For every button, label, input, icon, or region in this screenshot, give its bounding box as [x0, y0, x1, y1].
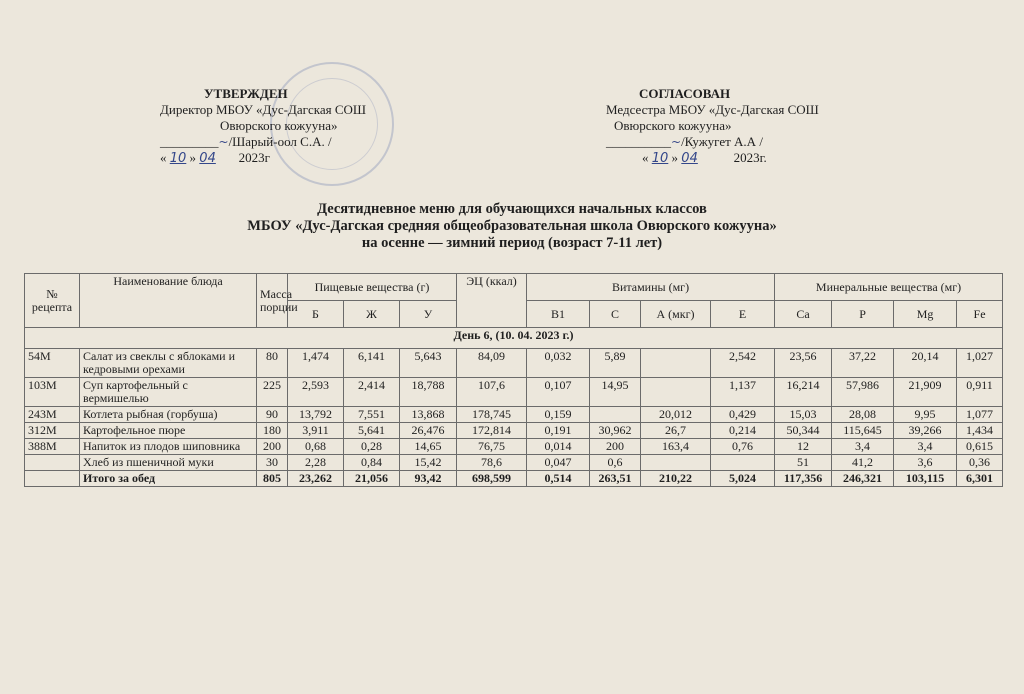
cell-recipe: 312М	[25, 423, 80, 439]
cell-dish: Хлеб из пшеничной муки	[80, 455, 257, 471]
cell-p: 37,22	[832, 349, 894, 378]
cell-recipe: 103М	[25, 378, 80, 407]
cell-mg: 3,4	[894, 439, 957, 455]
cell-fat: 2,414	[344, 378, 400, 407]
cell-c: 14,95	[590, 378, 641, 407]
cell-fat: 0,84	[344, 455, 400, 471]
total-e: 5,024	[711, 471, 775, 487]
cell-a	[641, 378, 711, 407]
cell-p: 41,2	[832, 455, 894, 471]
cell-a: 26,7	[641, 423, 711, 439]
cell-protein: 1,474	[288, 349, 344, 378]
cell-ca: 12	[775, 439, 832, 455]
subheader-p: Р	[832, 301, 894, 328]
cell-mg: 21,909	[894, 378, 957, 407]
subheader-e: Е	[711, 301, 775, 328]
cell-fat: 6,141	[344, 349, 400, 378]
heading-line3: на осенне — зимний период (возраст 7-11 лет)	[361, 235, 663, 251]
cell-fe: 0,615	[957, 439, 1003, 455]
cell-e	[711, 455, 775, 471]
cell-b1: 0,032	[527, 349, 590, 378]
cell-energy: 84,09	[457, 349, 527, 378]
cell-p: 28,08	[832, 407, 894, 423]
total-mg: 103,115	[894, 471, 957, 487]
cell-recipe: 54М	[25, 349, 80, 378]
agreement-date-month: 04	[681, 151, 698, 166]
cell-b1: 0,107	[527, 378, 590, 407]
subheader-c: С	[590, 301, 641, 328]
subheader-protein: Б	[288, 301, 344, 328]
cell-mass: 90	[257, 407, 288, 423]
total-row	[25, 471, 1003, 487]
cell-ca: 51	[775, 455, 832, 471]
cell-dish: Суп картофельный с вермишелью	[80, 378, 257, 407]
cell-c: 30,962	[590, 423, 641, 439]
cell-dish: Котлета рыбная (горбуша)	[80, 407, 257, 423]
total-fat: 21,056	[344, 471, 400, 487]
header-vitamins: Витамины (мг)	[527, 274, 775, 301]
cell-a	[641, 349, 711, 378]
total-carbs: 93,42	[400, 471, 457, 487]
total-fe: 6,301	[957, 471, 1003, 487]
cell-fe: 1,027	[957, 349, 1003, 378]
approval-signature-line	[160, 134, 420, 150]
cell-protein: 2,593	[288, 378, 344, 407]
cell-recipe	[25, 455, 80, 471]
nurse-signature: ~	[671, 135, 682, 149]
cell-fe: 0,36	[957, 455, 1003, 471]
table-row	[25, 423, 1003, 439]
subheader-carbs: У	[400, 301, 457, 328]
total-energy: 698,599	[457, 471, 527, 487]
cell-ca: 23,56	[775, 349, 832, 378]
cell-mass: 180	[257, 423, 288, 439]
cell-e: 0,214	[711, 423, 775, 439]
cell-carbs: 26,476	[400, 423, 457, 439]
cell-a	[641, 455, 711, 471]
header-dish: Наименование блюда	[80, 274, 257, 328]
header-energy: ЭЦ (ккал)	[457, 274, 527, 328]
cell-mass: 200	[257, 439, 288, 455]
approval-block	[160, 86, 420, 167]
header-nutrients: Пищевые вещества (г)	[288, 274, 457, 301]
cell-dish: Картофельное пюре	[80, 423, 257, 439]
approval-line2: Овюрского кожууна»	[220, 118, 338, 133]
cell-fat: 0,28	[344, 439, 400, 455]
cell-a: 163,4	[641, 439, 711, 455]
day-label: День 6, (10. 04. 2023 г.)	[25, 328, 1003, 349]
cell-fe: 1,077	[957, 407, 1003, 423]
cell-energy: 78,6	[457, 455, 527, 471]
header-minerals: Минеральные вещества (мг)	[775, 274, 1003, 301]
cell-fat: 5,641	[344, 423, 400, 439]
subheader-b1: В1	[527, 301, 590, 328]
cell-fat: 7,551	[344, 407, 400, 423]
cell-protein: 2,28	[288, 455, 344, 471]
approval-date-year: 2023г	[238, 150, 270, 165]
approval-line1: Директор МБОУ «Дус-Дагская СОШ	[160, 102, 367, 117]
cell-ca: 15,03	[775, 407, 832, 423]
cell-p: 115,645	[832, 423, 894, 439]
cell-e: 0,76	[711, 439, 775, 455]
cell-ca: 16,214	[775, 378, 832, 407]
cell-energy: 172,814	[457, 423, 527, 439]
subheader-fat: Ж	[344, 301, 400, 328]
cell-b1: 0,014	[527, 439, 590, 455]
cell-c	[590, 407, 641, 423]
table-row	[25, 349, 1003, 378]
cell-fe: 0,911	[957, 378, 1003, 407]
approval-date-day: 10	[169, 151, 187, 166]
cell-protein: 0,68	[288, 439, 344, 455]
cell-c: 200	[590, 439, 641, 455]
cell-mg: 3,6	[894, 455, 957, 471]
cell-fe: 1,434	[957, 423, 1003, 439]
cell-c: 0,6	[590, 455, 641, 471]
cell-mg: 9,95	[894, 407, 957, 423]
cell-b1: 0,047	[527, 455, 590, 471]
approval-date-month: 04	[199, 151, 216, 166]
cell-recipe: 388М	[25, 439, 80, 455]
table-row	[25, 407, 1003, 423]
total-ca: 117,356	[775, 471, 832, 487]
cell-recipe: 243М	[25, 407, 80, 423]
cell-b1: 0,159	[527, 407, 590, 423]
cell-e: 2,542	[711, 349, 775, 378]
cell-carbs: 14,65	[400, 439, 457, 455]
cell-a: 20,012	[641, 407, 711, 423]
agreement-title: СОГЛАСОВАН	[639, 86, 731, 101]
cell-p: 3,4	[832, 439, 894, 455]
total-label: Итого за обед	[80, 471, 257, 487]
cell-c: 5,89	[590, 349, 641, 378]
cell-protein: 3,911	[288, 423, 344, 439]
subheader-fe: Fe	[957, 301, 1003, 328]
approval-title: УТВЕРЖДЕН	[204, 86, 288, 101]
cell-carbs: 15,42	[400, 455, 457, 471]
total-b1: 0,514	[527, 471, 590, 487]
signature-blank: __________	[606, 134, 671, 149]
agreement-signature: /Кужугет А.А /	[681, 134, 763, 149]
director-signature: ~	[218, 135, 229, 149]
cell-dish: Напиток из плодов шиповника	[80, 439, 257, 455]
cell-p: 57,986	[832, 378, 894, 407]
cell-carbs: 18,788	[400, 378, 457, 407]
agreement-date-day: 10	[651, 151, 669, 166]
agreement-block	[606, 86, 866, 167]
total-mass: 805	[257, 471, 288, 487]
document-heading	[0, 201, 1024, 252]
subheader-a: А (мкг)	[641, 301, 711, 328]
cell-energy: 107,6	[457, 378, 527, 407]
cell-protein: 13,792	[288, 407, 344, 423]
menu-table	[24, 273, 1003, 487]
subheader-mg: Mg	[894, 301, 957, 328]
signature-blank: _________	[160, 134, 219, 149]
cell-ca: 50,344	[775, 423, 832, 439]
agreement-line2: Овюрского кожууна»	[614, 118, 732, 133]
table-row	[25, 378, 1003, 407]
cell-mass: 80	[257, 349, 288, 378]
cell-e: 0,429	[711, 407, 775, 423]
cell-energy: 76,75	[457, 439, 527, 455]
heading-line2: МБОУ «Дус-Дагская средняя общеобразовательная школа Овюрского кожууна»	[247, 218, 777, 234]
cell-dish: Салат из свеклы с яблоками и кедровыми орехами	[80, 349, 257, 378]
cell-mass: 30	[257, 455, 288, 471]
agreement-date-year: 2023г.	[733, 150, 767, 165]
agreement-line1: Медсестра МБОУ «Дус-Дагская СОШ	[606, 102, 819, 117]
table-row	[25, 455, 1003, 471]
cell-mass: 225	[257, 378, 288, 407]
cell-mg: 20,14	[894, 349, 957, 378]
total-protein: 23,262	[288, 471, 344, 487]
approval-signature: /Шарый-оол С.А. /	[228, 134, 332, 149]
cell-mg: 39,266	[894, 423, 957, 439]
agreement-signature-line	[606, 134, 866, 150]
cell-carbs: 13,868	[400, 407, 457, 423]
total-recipe	[25, 471, 80, 487]
cell-energy: 178,745	[457, 407, 527, 423]
header-recipe: № рецепта	[25, 274, 80, 328]
header-mass: Масса порции	[257, 274, 288, 328]
agreement-date: « 10 » 04 2023г.	[642, 150, 767, 166]
subheader-ca: Са	[775, 301, 832, 328]
table-row	[25, 439, 1003, 455]
total-p: 246,321	[832, 471, 894, 487]
heading-line1: Десятидневное меню для обучающихся начальных классов	[317, 201, 707, 217]
approval-date: « 10 » 04 2023г	[160, 150, 270, 166]
cell-carbs: 5,643	[400, 349, 457, 378]
total-c: 263,51	[590, 471, 641, 487]
total-a: 210,22	[641, 471, 711, 487]
cell-b1: 0,191	[527, 423, 590, 439]
cell-e: 1,137	[711, 378, 775, 407]
